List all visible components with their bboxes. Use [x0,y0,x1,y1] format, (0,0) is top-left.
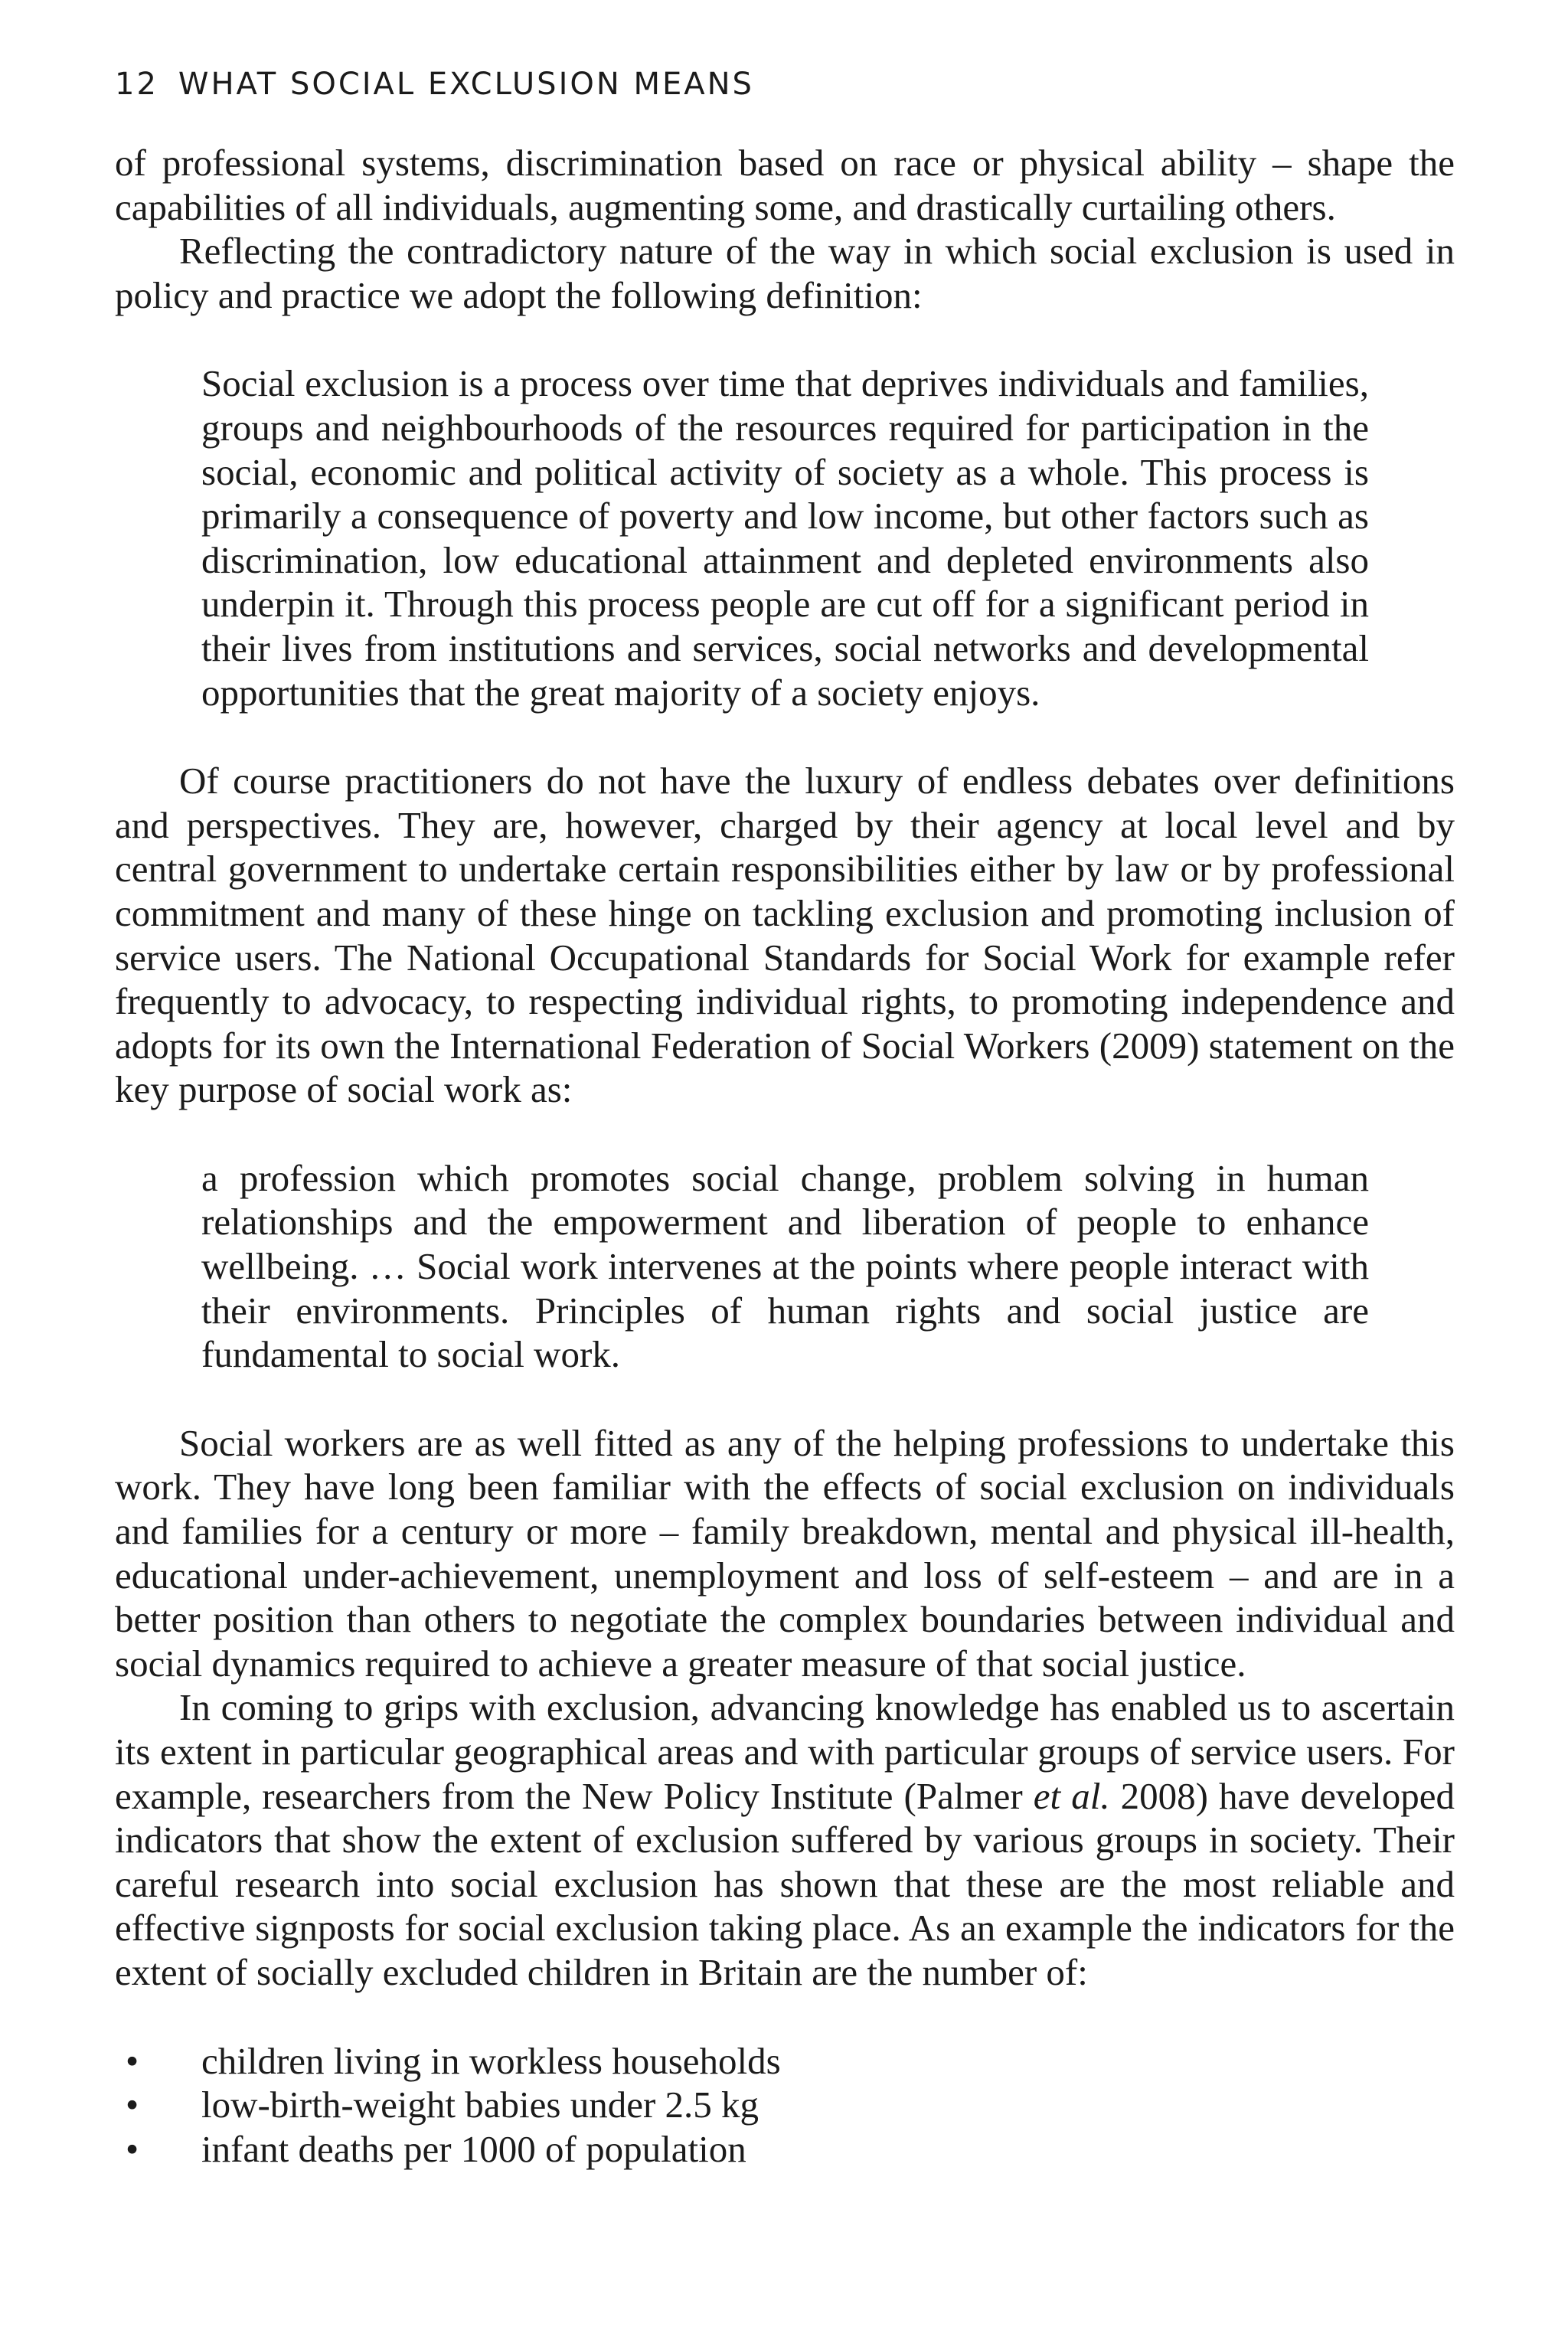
list-item [115,2083,1455,2127]
page-number: 12 [115,67,158,102]
indicator-list [115,2039,1455,2172]
bullet-icon: • [126,2039,139,2082]
list-item [115,2127,1455,2172]
list-item-text: infant deaths per 1000 of population [201,2127,746,2170]
running-head [115,54,1455,115]
paragraph-social-workers: Social workers are as well fitted as any of the helping professions to undertake this work. They have long been familiar with the effects of social exclusion on individuals and families for a century or more – family breakdown, mental and physical ill-health, educational under-achievement, unemployment and loss of self-esteem – and are in a better position than others to negotiate the complex boundaries between individual and social dynamics required to achieve a greater measure of that social justice. [115,1421,1455,1685]
book-page [115,54,1455,2171]
list-item-text: children living in workless households [201,2039,781,2082]
paragraph-indicators-text-1: In coming to grips with exclusion, advancing knowledge has enabled us to ascertain its extent in particular geographical areas and with particular groups of service users. For example, researchers from the New Policy Institute (Palmer [115,1686,1455,1817]
bullet-icon: • [126,2127,139,2170]
bullet-icon: • [126,2084,139,2126]
definition-blockquote: Social exclusion is a process over time that deprives individuals and families, groups and neighbourhoods of the resources required for participation in the social, economic and political activity of society as a whole. This process is primarily a consequence of poverty and low income, but other factors such as discrimination, low educational attainment and depleted environments also underpin it. Through this process people are cut off for a significant period in their lives from institutions and services, social networks and developmental opportunities that the great majority of a society enjoys. [201,362,1369,714]
paragraph-practitioners: Of course practitioners do not have the luxury of endless debates over definitions and perspectives. They are, however, charged by their agency at local level and by central government to undertake certain responsibilities either by law or by professional commitment and many of these hinge on tackling exclusion and promoting inclusion of service users. The National Occupational Standards for Social Work for example refer frequently to advocacy, to respecting individual rights, to promoting independence and adopts for its own the International Federation of Social Workers (2009) statement on the key purpose of social work as: [115,760,1455,1111]
ifsw-quote-blockquote: a profession which promotes social change, problem solving in human relationships and the empowerment and liberation of people to enhance wellbeing. … Social work intervenes at the points where people interact with their environments. Principles of human rights and social justice are fundamental to social work. [201,1156,1369,1376]
paragraph-indicators-text-2: 2008) have developed indicators that show the extent of exclusion suffered by various groups in society. Their careful research into social exclusion has shown that these are the most reliable and effective signposts for social exclusion taking place. As an example the indicators for the extent of socially excluded children in Britain are the number of: [115,1774,1455,1993]
paragraph-indicators [115,1685,1455,1994]
chapter-title: WHAT SOCIAL EXCLUSION MEANS [178,67,754,102]
paragraph-continued: of professional systems, discrimination based on race or physical ability – shape the capabilities of all individuals, augmenting some, and drastically curtailing others. [115,142,1455,228]
list-item-text: low-birth-weight babies under 2.5 kg [201,2084,760,2126]
paragraph-definition-intro: Reflecting the contradictory nature of the way in which social exclusion is used in policy and practice we adopt the following definition: [115,230,1455,316]
citation-et-al: et al. [1033,1774,1110,1817]
list-item [115,2039,1455,2084]
